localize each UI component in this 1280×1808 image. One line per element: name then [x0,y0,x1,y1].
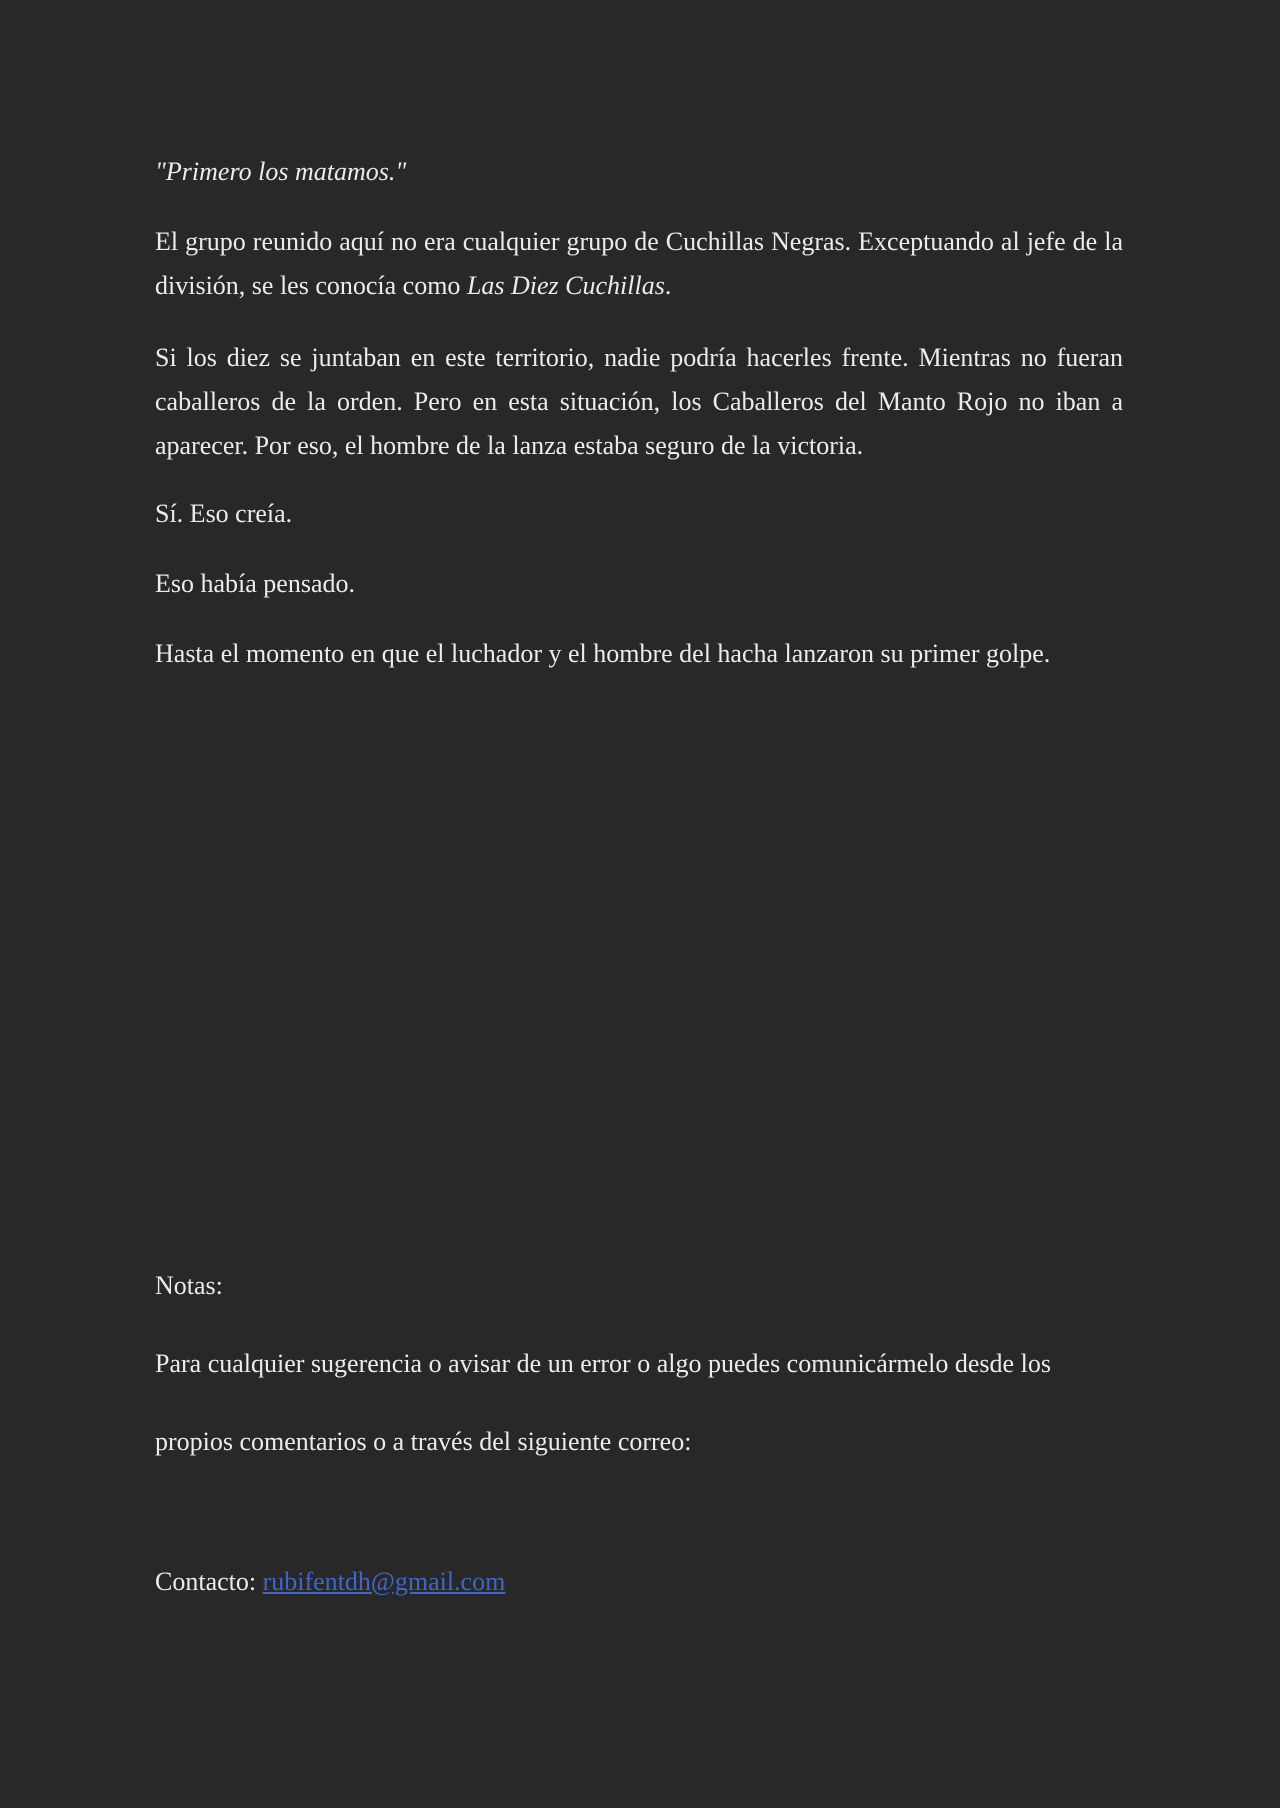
contact-email-link[interactable]: rubifentdh@gmail.com [262,1567,506,1596]
notes-line-2: propios comentarios o a través del siguiente correo: [155,1427,692,1456]
paragraph-4 [155,562,1123,606]
paragraph-1 [155,220,1123,308]
paragraph-text: Hasta el momento en que el luchador y el hombre del hacha lanzaron su primer golpe. [155,639,1051,668]
paragraph-quote [155,150,1123,194]
paragraph-text: El grupo reunido aquí no era cualquier grupo de Cuchillas Negras. Exceptuando al jefe de la división, se les conocía como [155,227,1123,300]
paragraph-text: Eso había pensado. [155,569,356,598]
contact-line [155,1560,1123,1604]
contact-label: Contacto: [155,1567,263,1596]
paragraph-end: . [664,271,672,300]
italic-quote: "Primero los matamos." [155,157,407,186]
italic-term: Las Diez Cuchillas [466,271,665,300]
paragraph-5 [155,632,1123,676]
paragraph-text: Sí. Eso creía. [155,499,293,528]
paragraph-text: Si los diez se juntaban en este territorio, nadie podría hacerles frente. Mientras no fueran caballeros de la orden. Pero en esta situación, los Caballeros del Manto Rojo no iban a aparecer. Por eso, el hombre de la lanza estaba seguro de la victoria. [155,343,1123,460]
paragraph-2 [155,336,1123,468]
paragraph-3 [155,492,1123,536]
notes-heading: Notas: [155,1271,223,1300]
notes-line-1: Para cualquier sugerencia o avisar de un error o algo puedes comunicármelo desde los [155,1349,1051,1378]
